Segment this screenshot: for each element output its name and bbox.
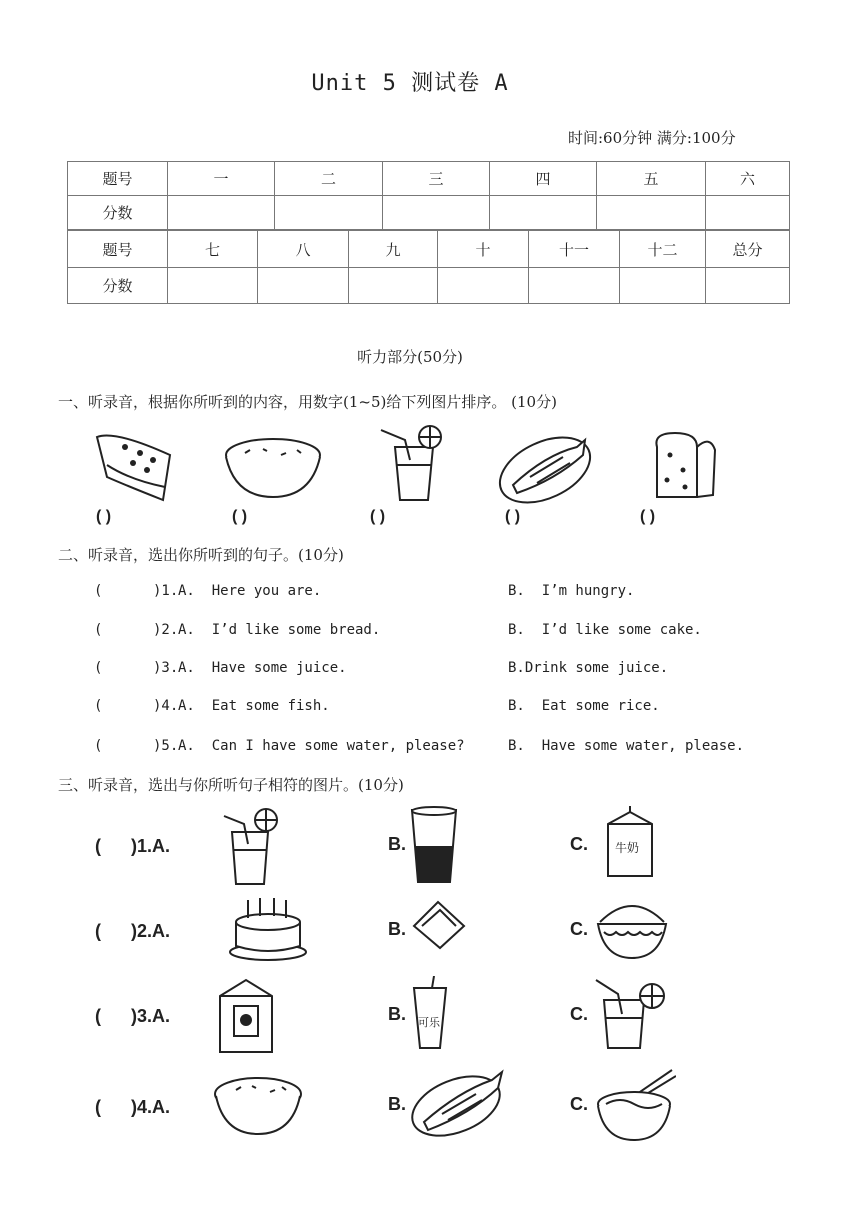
option-a: A. Can I have some water, please? — [178, 738, 465, 754]
option-c-label: C. — [570, 919, 588, 939]
rice-icon — [594, 894, 670, 962]
exam-time-score: 时间:60分钟 满分:100分 — [568, 129, 736, 147]
score-cell[interactable] — [168, 196, 275, 230]
table-header-cell: 九 — [349, 231, 438, 268]
table-header-cell: 二 — [275, 162, 383, 196]
option-b: B. Eat some rice. — [508, 698, 660, 714]
section1-heading: 一、听录音，根据你所听到的内容，用数字(1~5)给下列图片排序。 (10分) — [58, 393, 557, 411]
bread-icon — [408, 896, 470, 952]
score-cell[interactable] — [383, 196, 490, 230]
table-header-cell: 三 — [383, 162, 490, 196]
table-header-cell: 题号 — [68, 162, 168, 196]
option-b-label: B. — [388, 1004, 406, 1024]
table-header-cell: 分数 — [68, 196, 168, 230]
juice-icon — [381, 426, 441, 500]
score-cell[interactable] — [620, 268, 706, 304]
birthday-cake-icon — [226, 896, 310, 962]
answer-blank[interactable]: ( ) — [370, 508, 386, 525]
rice-icon — [212, 1072, 304, 1138]
table-header-cell: 七 — [168, 231, 258, 268]
cake-icon — [97, 435, 170, 500]
question-number: ( )4. — [94, 698, 179, 714]
table-header-cell: 题号 — [68, 231, 168, 268]
question-number: ( )3. — [94, 660, 179, 676]
table-header-cell: 六 — [706, 162, 790, 196]
answer-blank[interactable]: ( ) — [232, 508, 248, 525]
section1-pictures — [85, 425, 765, 510]
score-cell[interactable] — [349, 268, 438, 304]
cola-cup-text: 可乐 — [418, 1016, 440, 1029]
score-cell[interactable] — [490, 196, 597, 230]
option-b-label: B. — [388, 1094, 406, 1114]
table-header-cell: 分数 — [68, 268, 168, 304]
score-cell[interactable] — [168, 268, 258, 304]
milk-glass-icon — [408, 806, 460, 886]
question-number: ( )5. — [94, 738, 179, 754]
section3-heading: 三、听录音，选出与你所听句子相符的图片。(10分) — [58, 776, 404, 794]
question-label: ( )1.A. — [95, 836, 171, 856]
answer-blank[interactable]: ( ) — [96, 508, 112, 525]
score-cell[interactable] — [529, 268, 620, 304]
table-header-cell: 八 — [258, 231, 349, 268]
option-b-label: B. — [388, 919, 406, 939]
cola-cup-icon — [410, 976, 450, 1052]
score-table-1 — [67, 161, 790, 230]
question-number: ( )1. — [94, 583, 179, 599]
question-label: ( )4.A. — [95, 1097, 171, 1117]
bread-icon — [656, 433, 715, 497]
fish-icon — [410, 1066, 504, 1138]
score-table-2 — [67, 230, 790, 304]
table-header-cell: 一 — [168, 162, 275, 196]
table-header-cell: 十 — [438, 231, 529, 268]
table-header-cell: 五 — [597, 162, 706, 196]
option-c-label: C. — [570, 1004, 588, 1024]
page-title: Unit 5 测试卷 A — [311, 71, 509, 96]
listening-section-title: 听力部分(50分) — [357, 348, 463, 366]
table-header-cell: 四 — [490, 162, 597, 196]
option-b: B. Have some water, please. — [508, 738, 745, 754]
score-cell[interactable] — [597, 196, 706, 230]
table-header-cell: 十二 — [620, 231, 706, 268]
option-b: B. I’d like some cake. — [508, 622, 702, 638]
section2-heading: 二、听录音，选出你所听到的句子。(10分) — [58, 546, 344, 564]
fish-icon — [490, 425, 601, 510]
milk-carton-icon — [604, 806, 656, 880]
option-a: A. I’d like some bread. — [178, 622, 381, 638]
option-c-label: C. — [570, 1094, 588, 1114]
juice-icon — [594, 974, 670, 1052]
score-cell[interactable] — [706, 268, 790, 304]
question-label: ( )3.A. — [95, 1006, 171, 1026]
score-cell[interactable] — [706, 196, 790, 230]
score-cell[interactable] — [258, 268, 349, 304]
option-a: A. Have some juice. — [178, 660, 347, 676]
option-a: A. Here you are. — [178, 583, 322, 599]
option-a: A. Eat some fish. — [178, 698, 330, 714]
milk-carton-text: 牛奶 — [615, 841, 640, 855]
score-cell[interactable] — [275, 196, 383, 230]
rice-icon — [226, 439, 320, 497]
option-b-label: B. — [388, 834, 406, 854]
table-header-cell: 总分 — [706, 231, 790, 268]
answer-blank[interactable]: ( ) — [505, 508, 521, 525]
question-label: ( )2.A. — [95, 921, 171, 941]
score-cell[interactable] — [438, 268, 529, 304]
table-header-cell: 十一 — [529, 231, 620, 268]
option-b: B.Drink some juice. — [508, 660, 669, 676]
milk-carton-icon — [214, 974, 278, 1056]
option-c-label: C. — [570, 834, 588, 854]
answer-blank[interactable]: ( ) — [640, 508, 656, 525]
noodles-icon — [596, 1066, 676, 1142]
question-number: ( )2. — [94, 622, 179, 638]
juice-icon — [222, 806, 282, 888]
option-b: B. I’m hungry. — [508, 583, 635, 599]
